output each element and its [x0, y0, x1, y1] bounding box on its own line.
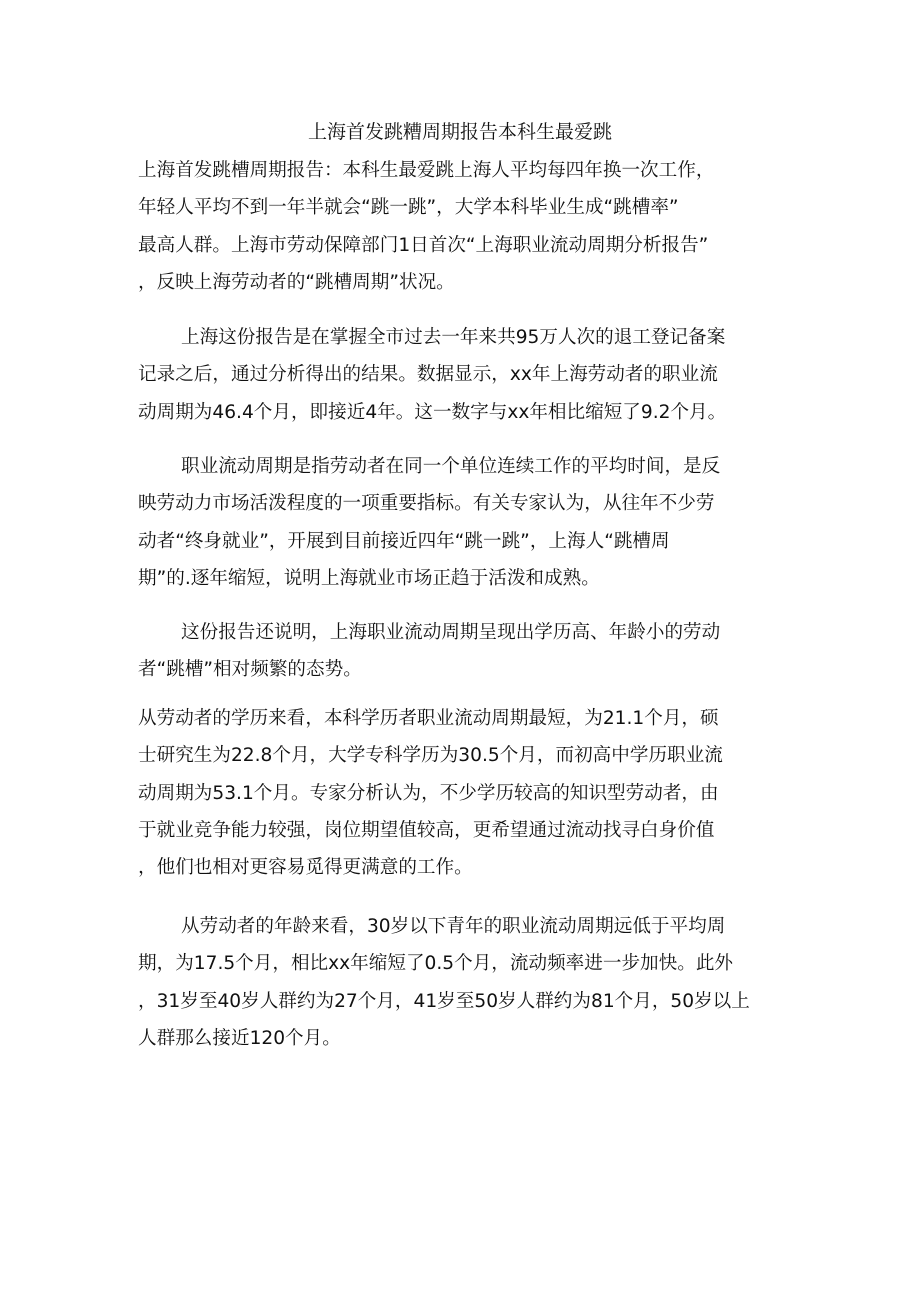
paragraph-2 [138, 319, 778, 431]
paragraph-line: 者“跳槽”相对频繁的态势。 [138, 659, 362, 681]
paragraph-line: 职业流动周期是指劳动者在同一个单位连续工作的平均时间，是反 [181, 456, 721, 477]
paragraph-line: 上海这份报告是在掌握全市过去一年来共95万人次的退工登记备案 [181, 327, 726, 348]
paragraph-line: 这份报告还说明，上海职业流动周期呈现出学历高、年龄小的劳动 [181, 622, 721, 643]
paragraph-line: 动周期为46.4个月，即接近4年。这一数字与xx年相比缩短了9.2个月。 [138, 401, 727, 423]
paragraph-line: 人群那么接近120个月。 [138, 1027, 341, 1049]
paragraph-4 [138, 614, 778, 689]
paragraph-line: 映劳动力市场活泼程度的一项重要指标。有关专家认为，从往年不少劳 [138, 493, 715, 515]
paragraph-line: ，他们也相对更容易觅得更满意的工作。 [138, 857, 473, 879]
paragraph-3 [138, 448, 778, 597]
paragraph-1 [138, 152, 778, 301]
paragraph-line: 记录之后，通过分析得出的结果。数据显示，xx年上海劳动者的职业流 [138, 364, 718, 386]
paragraph-5 [138, 700, 778, 886]
paragraph-line: 动者“终身就业”，开展到目前接近四年“跳一跳”，上海人“跳槽周 [138, 530, 670, 552]
paragraph-line: ，反映上海劳动者的“跳槽周期”状况。 [138, 271, 455, 293]
paragraph-line: 于就业竞争能力较强，岗位期望值较高，更希望通过流动找寻白身价值 [138, 819, 715, 841]
paragraph-line: 期”的.逐年缩短，说明上海就业市场正趋于活泼和成熟。 [138, 567, 600, 589]
paragraph-line: 期，为17.5个月，相比xx年缩短了0.5个月，流动频率进一步加快。此外 [138, 953, 734, 975]
paragraph-6 [138, 908, 778, 1057]
paragraph-line: 从劳动者的学历来看，本科学历者职业流动周期最短，为21.1个月，硕 [138, 708, 719, 729]
paragraph-line: 最高人群。上海市劳动保障部门1日首次“上海职业流动周期分析报告” [138, 234, 709, 256]
paragraph-line: 动周期为53.1个月。专家分析认为，不少学历较高的知识型劳动者，由 [138, 782, 719, 804]
paragraph-line: 年轻人平均不到一年半就会“跳一跳”，大学本科毕业生成“跳槽率” [138, 197, 679, 219]
document-title: 上海首发跳糟周期报告本科生最爱跳 [307, 121, 612, 143]
paragraph-line: 士研究生为22.8个月，大学专科学历为30.5个月，而初高中学历职业流 [138, 745, 723, 767]
paragraph-line: ，31岁至40岁人群约为27个月，41岁至50岁人群约为81个月，50岁以上 [138, 990, 750, 1012]
paragraph-line: 从劳动者的年龄来看，30岁以下青年的职业流动周期远低于平均周 [181, 916, 726, 937]
paragraph-line: 上海首发跳槽周期报告：本科生最爱跳上海人平均每四年换一次工作， [138, 160, 715, 181]
